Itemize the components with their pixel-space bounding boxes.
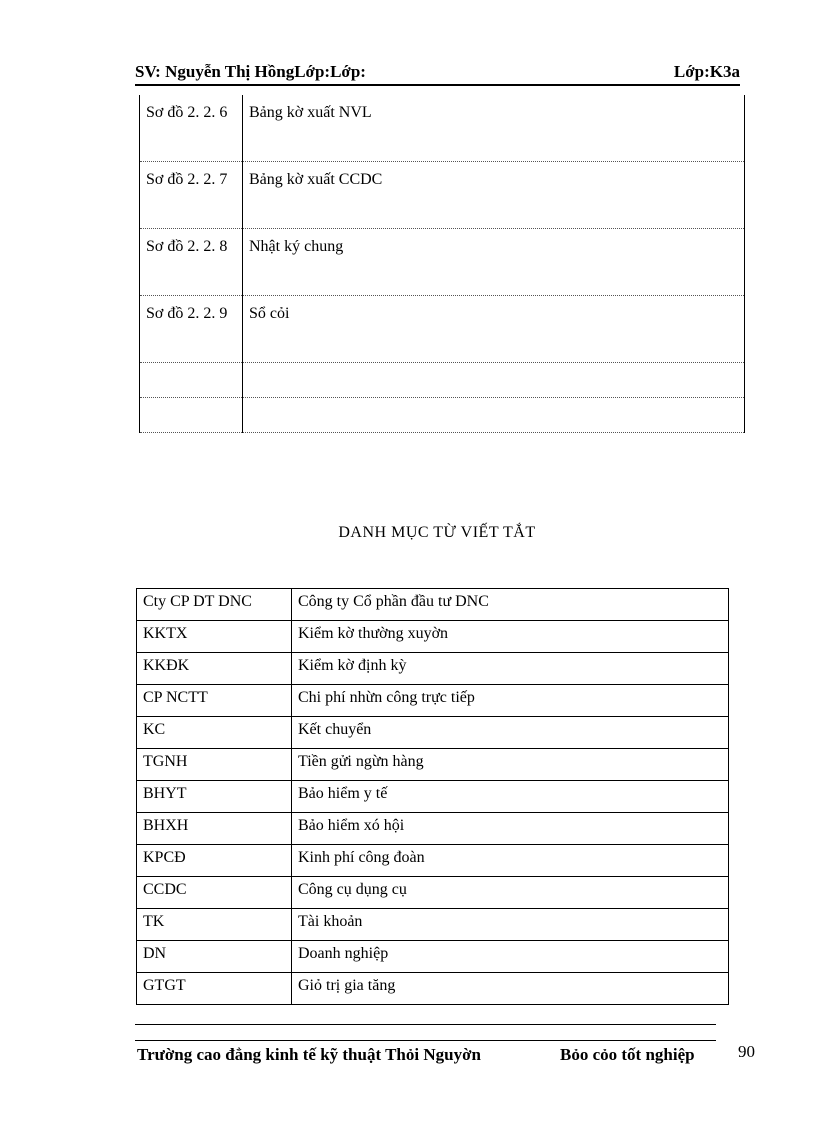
table-row <box>137 621 729 653</box>
full-cell: Công cụ dụng cụ <box>292 877 729 909</box>
diagram-name: Bảng kờ xuất NVL <box>243 95 745 162</box>
full-cell: Bảo hiểm y tế <box>292 781 729 813</box>
abbr-cell: CCDC <box>137 877 292 909</box>
full-cell: Giỏ trị gia tăng <box>292 973 729 1005</box>
full-cell: Bảo hiểm xó hội <box>292 813 729 845</box>
diagram-code: Sơ đồ 2. 2. 6 <box>140 95 243 162</box>
full-cell: Doanh nghiệp <box>292 941 729 973</box>
diagram-code: Sơ đồ 2. 2. 7 <box>140 162 243 229</box>
abbr-cell: KPCĐ <box>137 845 292 877</box>
table-row <box>137 973 729 1005</box>
footer-school: Trường cao đẳng kinh tế kỹ thuật Thỏi Nguyờn <box>137 1045 481 1064</box>
footer-divider-top <box>135 1024 716 1025</box>
table-row <box>137 813 729 845</box>
diagram-code <box>140 398 243 433</box>
table-row <box>137 909 729 941</box>
diagram-code <box>140 363 243 398</box>
full-cell: Kết chuyển <box>292 717 729 749</box>
diagram-code: Sơ đồ 2. 2. 9 <box>140 296 243 363</box>
table-row <box>137 685 729 717</box>
table-row <box>140 363 745 398</box>
footer-divider <box>135 1040 716 1041</box>
diagram-name: Nhật ký chung <box>243 229 745 296</box>
header-student: SV: Nguyễn Thị HồngLớp:Lớp: <box>135 62 366 81</box>
table-row <box>140 162 745 229</box>
abbreviations-table <box>136 588 729 1005</box>
table-row <box>137 877 729 909</box>
table-row <box>137 845 729 877</box>
abbr-cell: CP NCTT <box>137 685 292 717</box>
abbr-cell: KKTX <box>137 621 292 653</box>
table-row <box>137 653 729 685</box>
abbr-cell: BHYT <box>137 781 292 813</box>
diagram-name: Sổ cỏi <box>243 296 745 363</box>
abbr-cell: BHXH <box>137 813 292 845</box>
abbr-cell: TGNH <box>137 749 292 781</box>
diagram-list-table <box>139 95 745 433</box>
abbr-cell: Cty CP DT DNC <box>137 589 292 621</box>
abbr-cell: KKĐK <box>137 653 292 685</box>
diagram-name: Bảng kờ xuất CCDC <box>243 162 745 229</box>
table-row <box>137 941 729 973</box>
abbreviations-title: DANH MỤC TỪ VIẾT TẮT <box>338 524 536 541</box>
table-row <box>140 95 745 162</box>
page-header <box>135 60 740 86</box>
full-cell: Kiểm kờ định kỳ <box>292 653 729 685</box>
diagram-name <box>243 398 745 433</box>
header-class: Lớp:K3a <box>673 62 740 81</box>
table-row <box>140 398 745 433</box>
footer-report: Bỏo cỏo tốt nghiệp <box>560 1045 695 1064</box>
full-cell: Tài khoản <box>292 909 729 941</box>
full-cell: Kinh phí công đoàn <box>292 845 729 877</box>
full-cell: Tiền gửi ngừn hàng <box>292 749 729 781</box>
table-row <box>137 781 729 813</box>
table-row <box>137 717 729 749</box>
abbr-cell: TK <box>137 909 292 941</box>
abbr-cell: KC <box>137 717 292 749</box>
diagram-name <box>243 363 745 398</box>
table-row <box>140 296 745 363</box>
full-cell: Công ty Cổ phần đầu tư DNC <box>292 589 729 621</box>
table-row <box>137 589 729 621</box>
abbr-cell: GTGT <box>137 973 292 1005</box>
abbr-cell: DN <box>137 941 292 973</box>
table-row <box>140 229 745 296</box>
full-cell: Kiểm kờ thường xuyờn <box>292 621 729 653</box>
full-cell: Chi phí nhừn công trực tiếp <box>292 685 729 717</box>
table-row <box>137 749 729 781</box>
diagram-code: Sơ đồ 2. 2. 8 <box>140 229 243 296</box>
page-number: 90 <box>738 1042 755 1061</box>
